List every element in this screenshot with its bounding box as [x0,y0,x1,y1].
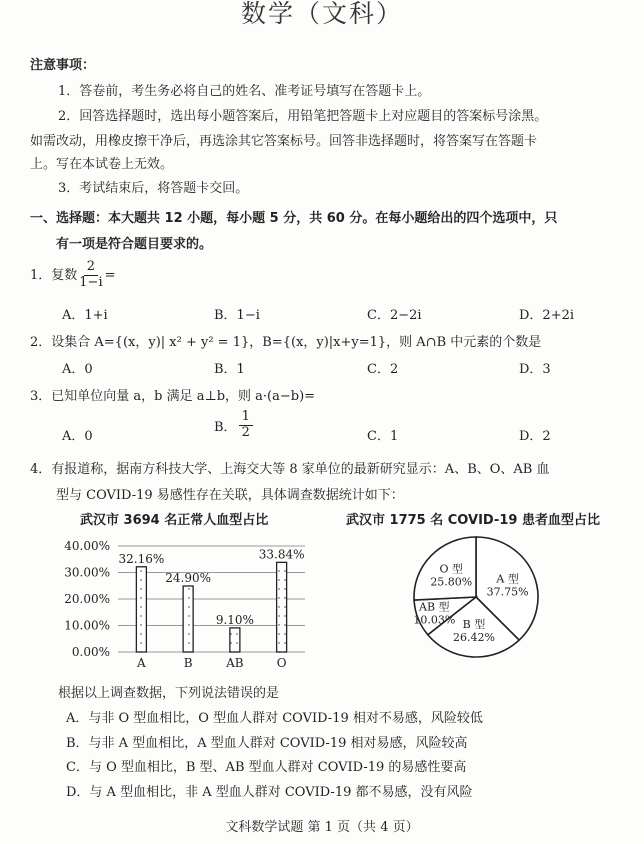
q2-option-d: D．3 [519,362,551,377]
notice-heading: 注意事项： [30,58,96,73]
q4-option-d: D．与 A 型血相比，非 A 型血人群对 COVID-19 都不易感，没有风险 [66,785,473,800]
q1-option-d: D．2+2i [519,308,575,323]
page-title: 数学（文科） [240,0,403,28]
pie-chart-title: 武汉市 1775 名 COVID-19 患者血型占比 [346,513,600,528]
y-tick-label: 10.00% [64,618,110,633]
x-tick-label: AB [226,656,244,670]
page-footer: 文科数学试题 第 1 页（共 4 页） [225,820,419,835]
q1-option-c: C．2−2i [367,308,422,323]
x-tick-label: B [183,656,193,670]
question-2: 2．设集合 A={(x，y)| x² + y² = 1}，B={(x，y)|x+y=1}，则 A∩B 中元素的个数是 [30,335,542,350]
q1-denominator: 1−i [79,274,103,290]
q3-b-numerator: 1 [239,410,253,426]
y-tick-label: 30.00% [64,565,110,580]
y-tick-label: 20.00% [64,592,110,606]
pie-label-category: B 型 [462,617,486,631]
q1-prefix: 1．复数 [30,267,78,283]
section-heading: 一、选择题：本大题共 12 小题，每小题 5 分，共 60 分。在每小题给出的四个选项中，只 [30,211,558,226]
y-tick-label: 40.00% [64,539,110,553]
question-4-cont: 型与 COVID-19 易感性存在关联，具体调查数据统计如下： [56,488,404,503]
q2-option-c: C．2 [367,362,399,377]
data-label: 33.84% [258,547,305,562]
pie-label-value: 26.42% [452,630,495,644]
data-label: 32.16% [118,551,165,566]
q1-option-a: A．1+i [62,308,108,323]
q4-option-c: C．与 O 型血相比，B 型、AB 型血人群对 COVID-19 的易感性要高 [66,760,467,775]
question-4: 4．有报道称，据南方科技大学、上海交大等 8 家单位的最新研究显示：A、B、O、AB 血 [30,462,550,477]
q3-option-b-label: B． [214,419,237,435]
pie-label-value: 25.80% [430,575,473,589]
pie-label-value: 37.75% [486,585,529,599]
data-label: 24.90% [165,571,212,586]
q2-option-a: A．0 [62,362,93,377]
notice-item: 3．考试结束后，将答题卡交回。 [58,181,249,196]
x-tick-label: A [137,656,146,670]
data-label: 9.10% [215,612,254,627]
section-heading-cont: 有一项是符合题目要求的。 [56,237,213,252]
pie-label-category: AB 型 [419,600,450,614]
notice-item: 如需改动，用橡皮擦干净后，再选涂其它答案标号。回答非选择题时，将答案写在答题卡 [30,134,538,149]
x-tick-label: O [276,656,287,670]
pie-label-category: O 型 [439,562,464,576]
q1-option-b: B．1−i [214,308,260,323]
q1-numerator: 2 [84,260,98,276]
q1-suffix: = [104,267,116,283]
q4-option-b: B．与非 A 型血相比，A 型血人群对 COVID-19 相对易感，风险较高 [66,736,468,751]
notice-item: 2．回答选择题时，选出每小题答案后，用铅笔把答题卡上对应题目的答案标号涂黑。 [58,109,548,124]
pie-label-value: 10.03% [413,613,456,627]
pie-label-category: A 型 [496,572,519,586]
notice-item: 上。写在本试卷上无效。 [30,157,174,172]
q2-option-b: B．1 [214,362,245,377]
question-4-prompt: 根据以上调查数据，下列说法错误的是 [58,686,280,701]
q3-option-a: A．0 [62,429,93,444]
notice-item: 1．答卷前，考生务必将自己的姓名、准考证号填写在答题卡上。 [58,84,431,99]
bar-chart-title: 武汉市 3694 名正常人血型占比 [80,513,269,528]
q3-option-d: D．2 [519,429,551,444]
q3-b-denominator: 2 [241,424,250,440]
q3-option-c: C．1 [367,429,399,444]
q4-option-a: A．与非 O 型血相比，O 型血人群对 COVID-19 相对不易感，风险较低 [66,711,483,726]
question-3: 3．已知单位向量 a，b 满足 a⊥b，则 a·(a−b)= [30,389,316,404]
y-tick-label: 0.00% [71,645,110,659]
